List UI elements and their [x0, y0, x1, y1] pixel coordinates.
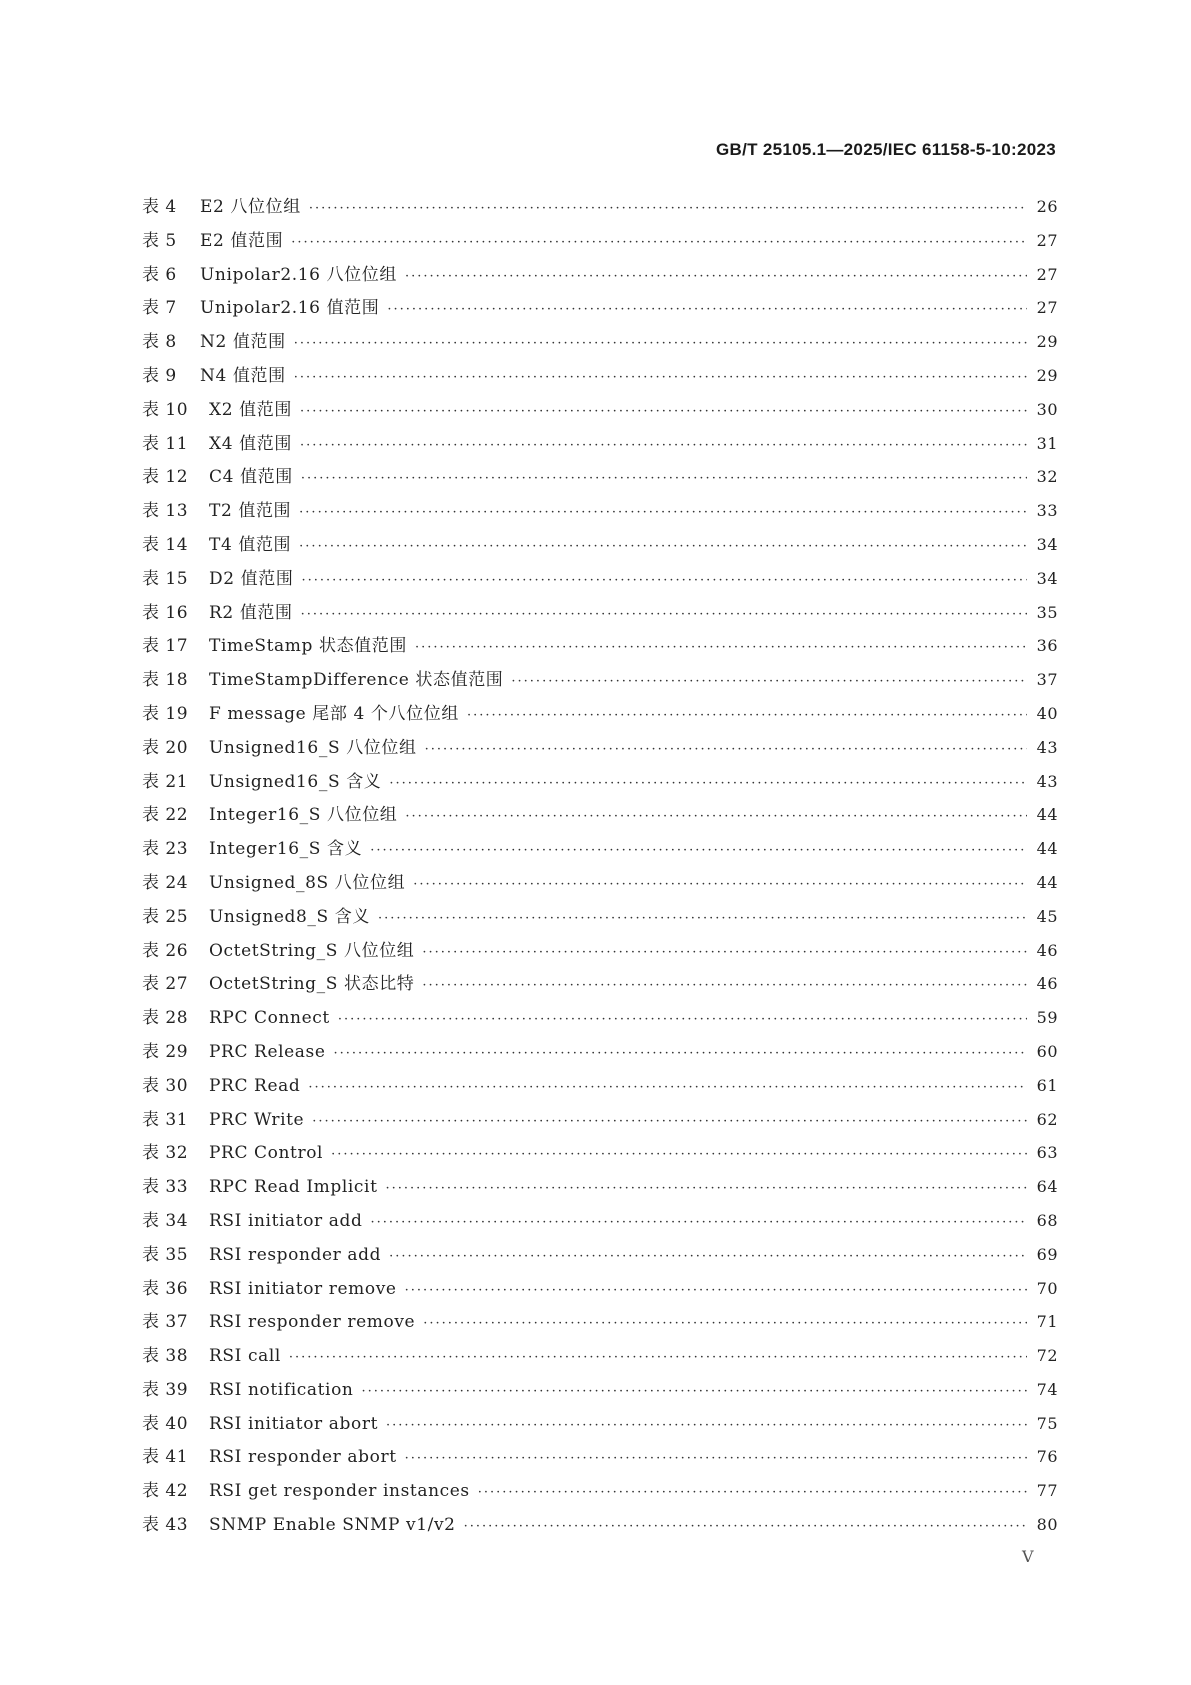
toc-entry-page-number: 32 [1036, 467, 1058, 487]
toc-entry-page-number: 44 [1036, 839, 1058, 859]
toc-entry-label: 表 31 [142, 1109, 189, 1130]
toc-entry-label: 表 33 [142, 1177, 189, 1198]
toc-dot-leader [422, 969, 1026, 1003]
toc-dot-leader [423, 1307, 1026, 1341]
toc-dot-leader [308, 1071, 1026, 1105]
toc-dot-leader [378, 902, 1027, 936]
toc-entry-title: RSI initiator add [209, 1210, 363, 1231]
toc-entry-label: 表 23 [142, 839, 189, 860]
toc-entry-title: R2 值范围 [209, 602, 293, 623]
toc-entry-title: Integer16_S 含义 [209, 839, 363, 860]
toc-dot-leader [371, 1206, 1027, 1240]
toc-entry-label: 表 5 [142, 230, 177, 251]
toc-entry-title: RSI notification [209, 1379, 354, 1400]
toc-entry-title: RSI call [209, 1346, 281, 1367]
toc-entry[interactable] [142, 1474, 1058, 1508]
toc-entry-page-number: 71 [1036, 1312, 1058, 1332]
toc-entry[interactable] [142, 494, 1058, 528]
document-standard-id: GB/T 25105.1—2025/IEC 61158-5-10:2023 [716, 140, 1056, 159]
toc-dot-leader [301, 564, 1026, 598]
toc-entry-title: X4 值范围 [209, 433, 292, 454]
toc-entry[interactable] [142, 1272, 1058, 1306]
toc-dot-leader [291, 226, 1026, 260]
toc-entry-label: 表 10 [142, 399, 189, 420]
toc-entry-page-number: 72 [1036, 1346, 1058, 1366]
toc-entry-page-number: 26 [1036, 197, 1058, 216]
toc-entry-label: 表 8 [142, 332, 177, 353]
toc-entry[interactable] [142, 325, 1058, 359]
toc-entry-label: 表 6 [142, 264, 177, 285]
toc-entry-page-number: 27 [1036, 298, 1058, 318]
toc-dot-leader [422, 936, 1026, 970]
toc-entry-label: 表 29 [142, 1041, 189, 1062]
toc-entry[interactable] [142, 359, 1058, 393]
toc-entry-title: Integer16_S 八位位组 [209, 805, 398, 826]
toc-entry-page-number: 37 [1036, 670, 1058, 690]
toc-entry[interactable] [142, 224, 1058, 258]
toc-entry-page-number: 43 [1036, 771, 1058, 791]
toc-entry-page-number: 77 [1036, 1481, 1058, 1501]
toc-entry-label: 表 36 [142, 1278, 189, 1299]
toc-entry-label: 表 12 [142, 467, 189, 488]
toc-entry-title: PRC Release [209, 1041, 326, 1062]
toc-dot-leader [478, 1476, 1027, 1510]
toc-entry[interactable] [142, 1069, 1058, 1103]
toc-entry[interactable] [142, 967, 1058, 1001]
toc-entry[interactable] [142, 1103, 1058, 1137]
toc-entry-label: 表 37 [142, 1312, 189, 1333]
toc-entry[interactable] [142, 1508, 1058, 1542]
toc-dot-leader [301, 598, 1027, 632]
toc-entry-label: 表 19 [142, 703, 189, 724]
toc-entry-label: 表 28 [142, 1008, 189, 1029]
toc-dot-leader [386, 1172, 1027, 1206]
toc-entry[interactable] [142, 1373, 1058, 1407]
toc-dot-leader [301, 462, 1027, 496]
toc-entry-title: Unsigned_8S 八位位组 [209, 872, 406, 893]
toc-entry-page-number: 27 [1036, 230, 1058, 250]
toc-entry-page-number: 29 [1036, 365, 1058, 385]
toc-dot-leader [361, 1375, 1026, 1409]
toc-entry[interactable] [142, 291, 1058, 325]
toc-entry-label: 表 17 [142, 636, 189, 657]
toc-entry-title: RPC Read Implicit [209, 1177, 378, 1198]
toc-entry-page-number: 69 [1036, 1244, 1058, 1264]
toc-dot-leader [413, 868, 1026, 902]
toc-entry[interactable] [142, 1204, 1058, 1238]
toc-entry-title: Unipolar2.16 值范围 [200, 298, 380, 319]
toc-entry-page-number: 27 [1036, 264, 1058, 284]
toc-entry-label: 表 22 [142, 805, 189, 826]
toc-entry-label: 表 11 [142, 433, 189, 454]
toc-dot-leader [405, 800, 1026, 834]
toc-entry-page-number: 80 [1036, 1515, 1058, 1535]
toc-entry[interactable] [142, 832, 1058, 866]
toc-entry-title: PRC Control [209, 1143, 324, 1164]
toc-entry[interactable] [142, 866, 1058, 900]
toc-entry-label: 表 21 [142, 771, 189, 792]
toc-entry[interactable] [142, 1305, 1058, 1339]
page-number: V [1022, 1547, 1034, 1566]
toc-entry-title: N2 值范围 [200, 332, 286, 353]
toc-entry[interactable] [142, 1001, 1058, 1035]
toc-entry-title: RPC Connect [209, 1008, 330, 1029]
toc-entry-page-number: 29 [1036, 332, 1058, 352]
toc-entry-page-number: 35 [1036, 602, 1058, 622]
toc-entry-page-number: 45 [1036, 906, 1058, 926]
toc-entry-label: 表 39 [142, 1379, 189, 1400]
toc-dot-leader [299, 496, 1026, 530]
toc-entry-label: 表 7 [142, 298, 177, 319]
toc-dot-leader [467, 699, 1027, 733]
toc-dot-leader [405, 1442, 1027, 1476]
toc-entry-page-number: 44 [1036, 872, 1058, 892]
toc-entry-page-number: 31 [1036, 433, 1058, 453]
toc-entry[interactable] [142, 731, 1058, 765]
toc-entry[interactable] [142, 1238, 1058, 1272]
toc-dot-leader [338, 1003, 1027, 1037]
toc-entry[interactable] [142, 427, 1058, 461]
toc-entry-label: 表 40 [142, 1413, 189, 1434]
toc-entry[interactable] [142, 1339, 1058, 1373]
toc-dot-leader [464, 1510, 1027, 1544]
toc-entry-label: 表 38 [142, 1346, 189, 1367]
toc-entry-label: 表 13 [142, 501, 189, 522]
toc-dot-leader [370, 834, 1026, 868]
toc-dot-leader [289, 1341, 1027, 1375]
toc-entry-title: PRC Write [209, 1109, 305, 1130]
toc-entry[interactable] [142, 697, 1058, 731]
toc-entry-label: 表 34 [142, 1210, 189, 1231]
toc-dot-leader [389, 1240, 1027, 1274]
toc-entry-title: Unsigned16_S 八位位组 [209, 737, 417, 758]
toc-entry-title: PRC Read [209, 1075, 301, 1096]
toc-entry-label: 表 25 [142, 906, 189, 927]
toc-entry-page-number: 36 [1036, 636, 1058, 656]
toc-entry-page-number: 64 [1036, 1177, 1058, 1197]
toc-entry-page-number: 40 [1036, 703, 1058, 723]
toc-entry-title: Unsigned16_S 含义 [209, 771, 382, 792]
toc-entry-title: TimeStampDifference 状态值范围 [209, 670, 504, 691]
toc-entry[interactable] [142, 562, 1058, 596]
toc-entry[interactable] [142, 900, 1058, 934]
toc-entry-title: OctetString_S 状态比特 [209, 974, 415, 995]
toc-entry-page-number: 60 [1036, 1041, 1058, 1061]
toc-dot-leader [425, 733, 1027, 767]
toc-entry-page-number: 68 [1036, 1210, 1058, 1230]
toc-entry-title: Unsigned8_S 含义 [209, 906, 370, 927]
toc-entry-label: 表 42 [142, 1481, 189, 1502]
toc-entry-label: 表 9 [142, 365, 177, 386]
toc-entry-label: 表 15 [142, 568, 189, 589]
toc-entry-title: T4 值范围 [209, 534, 292, 555]
toc-entry-label: 表 14 [142, 534, 189, 555]
toc-entry-label: 表 16 [142, 602, 189, 623]
toc-entry-page-number: 70 [1036, 1278, 1058, 1298]
toc-dot-leader [415, 631, 1027, 665]
toc-entry[interactable] [142, 934, 1058, 968]
toc-entry-label: 表 27 [142, 974, 189, 995]
toc-entry[interactable] [142, 528, 1058, 562]
toc-entry-title: Unipolar2.16 八位位组 [200, 264, 397, 285]
toc-entry-title: RSI initiator abort [209, 1413, 378, 1434]
toc-entry-page-number: 34 [1036, 568, 1058, 588]
toc-entry-page-number: 30 [1036, 399, 1058, 419]
toc-entry-title: E2 值范围 [200, 230, 284, 251]
toc-entry-title: RSI responder add [209, 1244, 382, 1265]
toc-entry-page-number: 75 [1036, 1413, 1058, 1433]
toc-entry[interactable] [142, 596, 1058, 630]
toc-dot-leader [300, 429, 1027, 463]
toc-dot-leader [389, 767, 1026, 801]
toc-entry-label: 表 24 [142, 872, 189, 893]
toc-entry[interactable] [142, 1170, 1058, 1204]
toc-entry-label: 表 30 [142, 1075, 189, 1096]
toc-entry-label: 表 32 [142, 1143, 189, 1164]
toc-entry-page-number: 74 [1036, 1379, 1058, 1399]
toc-entry[interactable] [142, 1136, 1058, 1170]
toc-entry[interactable] [142, 190, 1058, 224]
toc-entry[interactable] [142, 460, 1058, 494]
toc-entry-title: RSI get responder instances [209, 1481, 470, 1502]
toc-dot-leader [405, 260, 1027, 294]
toc-entry-title: RSI initiator remove [209, 1278, 397, 1299]
toc-entry-label: 表 41 [142, 1447, 189, 1468]
toc-dot-leader [300, 395, 1027, 429]
toc-entry-page-number: 46 [1036, 974, 1058, 994]
toc-dot-leader [309, 192, 1027, 226]
toc-entry-page-number: 61 [1036, 1075, 1058, 1095]
toc-entry-page-number: 76 [1036, 1447, 1058, 1467]
toc-dot-leader [294, 327, 1027, 361]
toc-entry-title: E2 八位位组 [200, 197, 301, 217]
toc-entry[interactable] [142, 393, 1058, 427]
toc-entry[interactable] [142, 663, 1058, 697]
toc-entry[interactable] [142, 798, 1058, 832]
toc-entry[interactable] [142, 629, 1058, 663]
toc-entry-label: 表 20 [142, 737, 189, 758]
toc-entry-title: RSI responder abort [209, 1447, 397, 1468]
toc-entry-page-number: 34 [1036, 534, 1058, 554]
table-of-contents-list [142, 190, 1058, 1542]
toc-entry-label: 表 43 [142, 1515, 189, 1536]
toc-dot-leader [511, 665, 1026, 699]
toc-entry-title: F message 尾部 4 个八位位组 [209, 703, 459, 724]
toc-entry-title: OctetString_S 八位位组 [209, 940, 415, 961]
toc-entry-title: N4 值范围 [200, 365, 286, 386]
toc-dot-leader [299, 530, 1026, 564]
toc-entry-page-number: 59 [1036, 1008, 1058, 1028]
toc-entry[interactable] [142, 1035, 1058, 1069]
toc-entry-label: 表 35 [142, 1244, 189, 1265]
toc-dot-leader [387, 293, 1026, 327]
toc-entry-title: SNMP Enable SNMP v1/v2 [209, 1515, 456, 1536]
toc-entry-page-number: 44 [1036, 805, 1058, 825]
toc-entry-page-number: 43 [1036, 737, 1058, 757]
toc-dot-leader [312, 1105, 1026, 1139]
toc-entry[interactable] [142, 1440, 1058, 1474]
toc-entry-page-number: 62 [1036, 1109, 1058, 1129]
toc-dot-leader [405, 1274, 1027, 1308]
toc-entry-title: C4 值范围 [209, 467, 293, 488]
toc-entry[interactable] [142, 765, 1058, 799]
toc-entry-label: 表 4 [142, 197, 177, 217]
toc-dot-leader [331, 1138, 1027, 1172]
toc-entry-title: D2 值范围 [209, 568, 294, 589]
toc-entry[interactable] [142, 258, 1058, 292]
toc-entry-page-number: 63 [1036, 1143, 1058, 1163]
toc-entry-title: X2 值范围 [209, 399, 292, 420]
toc-entry-title: TimeStamp 状态值范围 [209, 636, 407, 657]
toc-entry-page-number: 46 [1036, 940, 1058, 960]
toc-entry[interactable] [142, 1407, 1058, 1441]
toc-entry-title: T2 值范围 [209, 501, 292, 522]
toc-dot-leader [294, 361, 1027, 395]
toc-dot-leader [334, 1037, 1027, 1071]
toc-entry-page-number: 33 [1036, 501, 1058, 521]
toc-entry-label: 表 26 [142, 940, 189, 961]
toc-entry-label: 表 18 [142, 670, 189, 691]
toc-dot-leader [386, 1409, 1027, 1443]
toc-entry-title: RSI responder remove [209, 1312, 416, 1333]
